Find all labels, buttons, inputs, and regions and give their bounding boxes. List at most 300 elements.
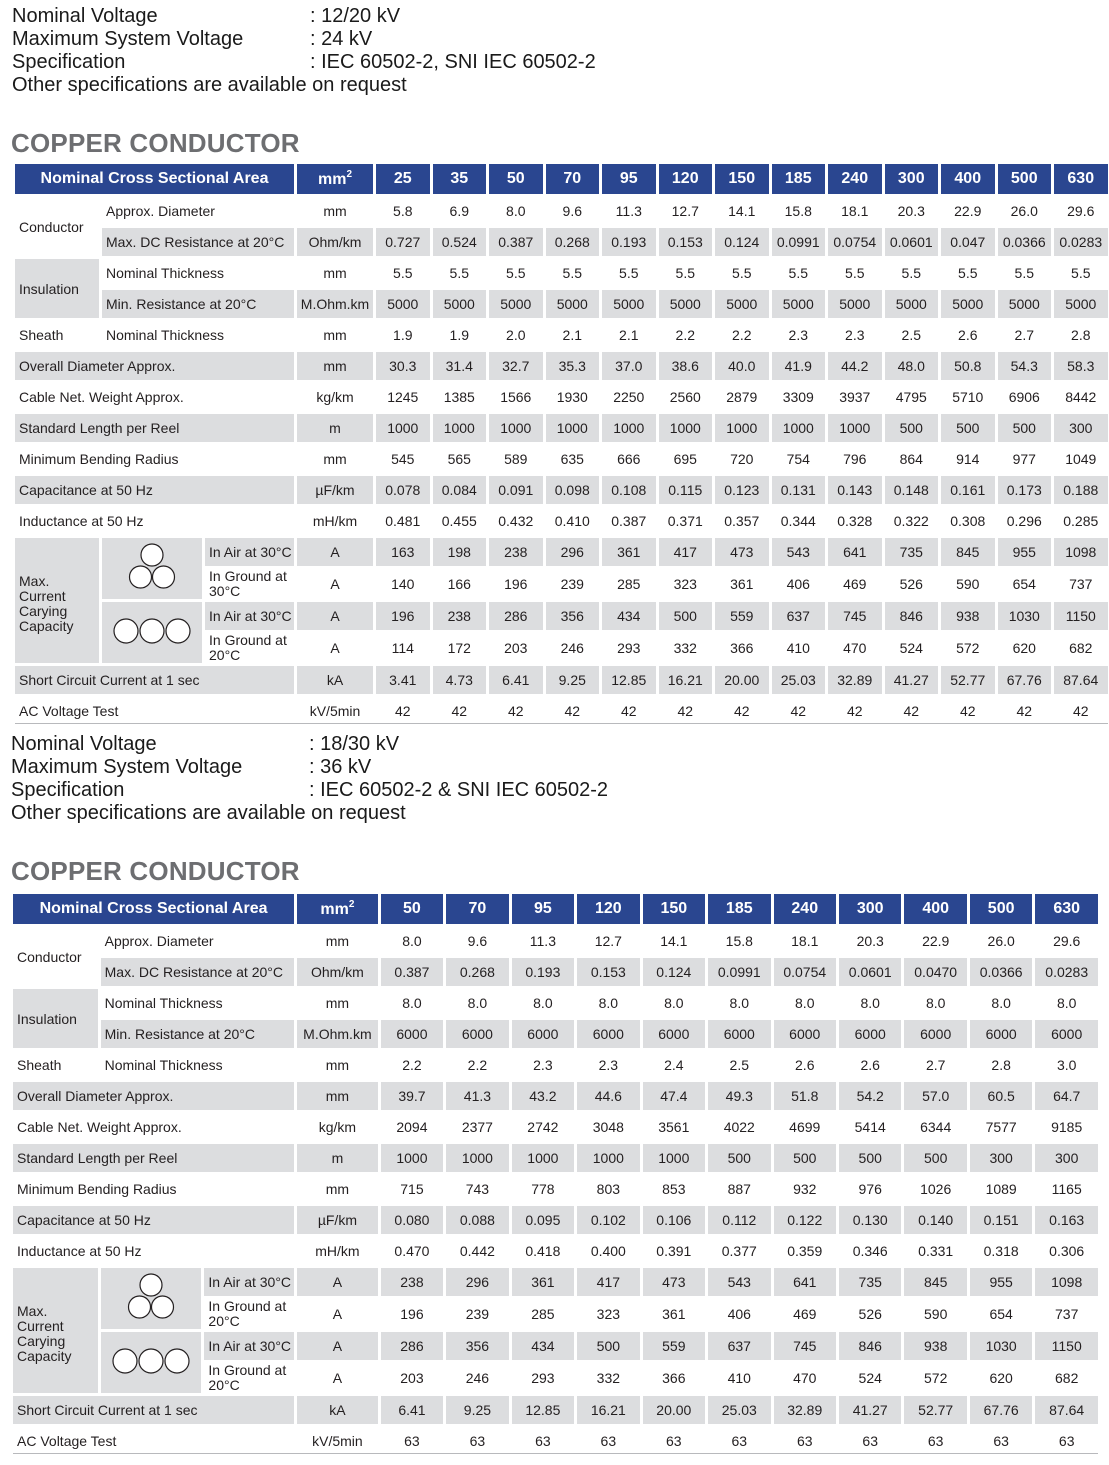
- table-row: [13, 1237, 1098, 1265]
- table-bottom-rule: [13, 1453, 1098, 1454]
- value-cell: 0.285: [1063, 513, 1099, 529]
- value-cell: 5414: [854, 1119, 886, 1135]
- row-label: In Air at 30°C: [204, 1332, 294, 1360]
- value-cell: 296: [546, 538, 600, 566]
- value-cell: 0.148: [885, 476, 939, 504]
- spec-label: Maximum System Voltage: [11, 756, 243, 778]
- spec-value: : 18/30 kV: [309, 733, 400, 755]
- value-cell: 500: [885, 414, 939, 442]
- value-cell: 0.102: [577, 1206, 639, 1234]
- value-cell: 526: [858, 1306, 882, 1322]
- value-cell: 8442: [1065, 389, 1097, 405]
- value-cell: 41.27: [839, 1396, 901, 1424]
- value-cell: 0.268: [446, 958, 508, 986]
- value-cell: 0.140: [904, 1206, 966, 1234]
- value-cell: 0.359: [787, 1243, 823, 1259]
- value-cell: 5.5: [449, 265, 469, 281]
- row-label: AC Voltage Test: [17, 1433, 117, 1449]
- value-cell: 2.8: [991, 1057, 1011, 1073]
- value-cell: 1089: [985, 1181, 1017, 1197]
- value-cell: 52.77: [904, 1396, 966, 1424]
- row-unit: M.Ohm.km: [297, 290, 373, 318]
- header-row: [15, 164, 1108, 194]
- size-header: 185: [772, 164, 826, 194]
- row-unit: mm: [323, 265, 347, 281]
- value-cell: 2.2: [732, 327, 752, 343]
- value-cell: 417: [577, 1268, 639, 1296]
- value-cell: 0.098: [546, 476, 600, 504]
- value-cell: 473: [715, 538, 769, 566]
- size-header: 150: [643, 894, 705, 924]
- value-cell: 641: [774, 1268, 836, 1296]
- table-row: [13, 1051, 1098, 1079]
- value-cell: 6.9: [449, 203, 469, 219]
- value-cell: 417: [659, 538, 713, 566]
- value-cell: 0.130: [839, 1206, 901, 1234]
- value-cell: 524: [899, 640, 923, 656]
- value-cell: 803: [596, 1181, 621, 1197]
- value-cell: 12.7: [671, 203, 699, 219]
- value-cell: 246: [560, 640, 584, 656]
- value-cell: 6000: [512, 1020, 574, 1048]
- value-cell: 5.5: [1071, 265, 1091, 281]
- value-cell: 300: [1035, 1144, 1098, 1172]
- value-cell: 0.318: [983, 1243, 1019, 1259]
- value-cell: 3309: [782, 389, 814, 405]
- value-cell: 0.193: [602, 228, 656, 256]
- value-cell: 796: [843, 451, 867, 467]
- value-cell: 0.108: [602, 476, 656, 504]
- value-cell: 637: [772, 602, 826, 630]
- value-cell: 5.5: [1014, 265, 1034, 281]
- value-cell: 406: [727, 1306, 751, 1322]
- value-cell: 1026: [920, 1181, 952, 1197]
- value-cell: 0.163: [1035, 1206, 1098, 1234]
- value-cell: 18.1: [791, 933, 819, 949]
- spec-value: : 24 kV: [310, 28, 373, 50]
- row-unit: A: [330, 576, 340, 592]
- value-cell: 42: [564, 703, 581, 719]
- value-cell: 2.7: [1014, 327, 1034, 343]
- value-cell: 15.8: [725, 933, 753, 949]
- value-cell: 5000: [941, 290, 995, 318]
- group-label: Sheath: [17, 1057, 62, 1073]
- table-row: [13, 1268, 1098, 1296]
- value-cell: 5000: [828, 290, 882, 318]
- value-cell: 0.173: [998, 476, 1052, 504]
- value-cell: 1000: [659, 414, 713, 442]
- table-row: [13, 1396, 1098, 1424]
- value-cell: 620: [1012, 640, 1036, 656]
- value-cell: 8.0: [598, 995, 619, 1011]
- table-row: [15, 414, 1108, 442]
- value-cell: 0.0283: [1035, 958, 1098, 986]
- value-cell: 0.410: [554, 513, 590, 529]
- value-cell: 8.0: [795, 995, 815, 1011]
- value-cell: 29.6: [1067, 203, 1095, 219]
- value-cell: 42: [677, 703, 694, 719]
- value-cell: 695: [673, 451, 697, 467]
- group-label: Insulation: [13, 989, 98, 1048]
- value-cell: 1.9: [393, 327, 413, 343]
- value-cell: 361: [662, 1306, 686, 1322]
- row-unit: kg/km: [318, 1119, 357, 1135]
- value-cell: 8.0: [860, 995, 880, 1011]
- value-cell: 0.418: [525, 1243, 561, 1259]
- value-cell: 5000: [1054, 290, 1108, 318]
- row-label: Nominal Thickness: [106, 265, 225, 281]
- value-cell: 5.5: [562, 265, 582, 281]
- value-cell: 8.0: [402, 995, 422, 1011]
- table-row: [15, 290, 1108, 318]
- size-header: 50: [489, 164, 543, 194]
- value-cell: 559: [643, 1332, 705, 1360]
- table-row: [15, 602, 1108, 630]
- row-label: Nominal Thickness: [104, 1057, 223, 1073]
- value-cell: 2879: [726, 389, 758, 405]
- value-cell: 246: [465, 1370, 490, 1386]
- value-cell: 434: [602, 602, 656, 630]
- value-cell: 87.64: [1054, 666, 1108, 694]
- table-row: [15, 507, 1108, 535]
- row-unit: A: [297, 538, 373, 566]
- row-unit: Ohm/km: [297, 958, 378, 986]
- table-row: [13, 927, 1098, 955]
- value-cell: 67.76: [970, 1396, 1032, 1424]
- value-cell: 2.1: [619, 327, 639, 343]
- value-cell: 955: [998, 538, 1052, 566]
- row-label: In Air at 30°C: [204, 1268, 294, 1296]
- value-cell: 590: [956, 576, 980, 592]
- table-row: [13, 1206, 1098, 1234]
- value-cell: 3937: [839, 389, 871, 405]
- value-cell: 1000: [433, 414, 487, 442]
- section-title: COPPER CONDUCTOR: [11, 128, 300, 158]
- group-label: Conductor: [17, 948, 82, 965]
- value-cell: 172: [447, 640, 471, 656]
- row-unit: A: [332, 1370, 343, 1386]
- table-row: [15, 476, 1108, 504]
- table-row: [15, 321, 1108, 349]
- flat-formation-cable-icon: [101, 1332, 202, 1393]
- value-cell: 846: [839, 1332, 901, 1360]
- header-label: Nominal Cross Sectional Area: [15, 164, 294, 194]
- value-cell: 1000: [577, 1144, 639, 1172]
- row-label: Overall Diameter Approx.: [15, 352, 294, 380]
- value-cell: 5.5: [675, 265, 695, 281]
- value-cell: 955: [970, 1268, 1032, 1296]
- value-cell: 0.095: [512, 1206, 574, 1234]
- value-cell: 60.5: [970, 1082, 1032, 1110]
- table-row: [15, 228, 1108, 256]
- value-cell: 47.4: [643, 1082, 705, 1110]
- row-label: Short Circuit Current at 1 sec: [13, 1396, 294, 1424]
- value-cell: 2.3: [788, 327, 808, 343]
- value-cell: 58.3: [1054, 352, 1108, 380]
- table-row: [15, 259, 1108, 287]
- row-label: In Ground at 20°C: [208, 1298, 287, 1329]
- row-unit: m: [297, 414, 373, 442]
- value-cell: 654: [1012, 576, 1036, 592]
- value-cell: 6000: [446, 1020, 508, 1048]
- value-cell: 682: [1069, 640, 1093, 656]
- value-cell: 0.346: [852, 1243, 888, 1259]
- value-cell: 2742: [527, 1119, 559, 1135]
- header-unit: $mm^2$: [297, 164, 373, 194]
- value-cell: 1930: [556, 389, 588, 405]
- value-cell: 286: [381, 1332, 443, 1360]
- table-row: [15, 383, 1108, 411]
- value-cell: 356: [546, 602, 600, 630]
- value-cell: 30.3: [376, 352, 430, 380]
- value-cell: 300: [970, 1144, 1032, 1172]
- table-row: [13, 1175, 1098, 1203]
- value-cell: 6.41: [489, 666, 543, 694]
- value-cell: 6000: [381, 1020, 443, 1048]
- row-label: Inductance at 50 Hz: [17, 1243, 142, 1259]
- value-cell: 356: [446, 1332, 508, 1360]
- row-label: Standard Length per Reel: [13, 1144, 294, 1172]
- spec-block-1: [12, 5, 596, 97]
- value-cell: 44.6: [577, 1082, 639, 1110]
- row-label: Cable Net. Weight Approx.: [19, 389, 184, 405]
- value-cell: 9.25: [546, 666, 600, 694]
- value-cell: 286: [489, 602, 543, 630]
- row-unit: M.Ohm.km: [297, 1020, 378, 1048]
- value-cell: 300: [1054, 414, 1108, 442]
- value-cell: 0.0991: [772, 228, 826, 256]
- value-cell: 0.322: [893, 513, 929, 529]
- value-cell: 0.088: [446, 1206, 508, 1234]
- row-unit: A: [332, 1306, 343, 1322]
- value-cell: 5000: [489, 290, 543, 318]
- spec-row: [12, 28, 596, 51]
- row-unit: kg/km: [316, 389, 354, 405]
- value-cell: 0.0366: [970, 958, 1032, 986]
- value-cell: 5000: [602, 290, 656, 318]
- value-cell: 5000: [376, 290, 430, 318]
- value-cell: 323: [596, 1306, 621, 1322]
- value-cell: 1098: [1035, 1268, 1098, 1296]
- value-cell: 0.387: [611, 513, 647, 529]
- row-unit: mm: [323, 451, 347, 467]
- value-cell: 239: [560, 576, 584, 592]
- value-cell: 500: [998, 414, 1052, 442]
- value-cell: 2.5: [729, 1057, 750, 1073]
- value-cell: 0.106: [643, 1206, 705, 1234]
- value-cell: 8.0: [991, 995, 1011, 1011]
- value-cell: 5.5: [732, 265, 752, 281]
- value-cell: 0.112: [708, 1206, 770, 1234]
- value-cell: 1030: [970, 1332, 1032, 1360]
- value-cell: 20.00: [715, 666, 769, 694]
- value-cell: 32.89: [828, 666, 882, 694]
- value-cell: 565: [447, 451, 471, 467]
- value-cell: 203: [400, 1370, 424, 1386]
- size-header: 300: [885, 164, 939, 194]
- value-cell: 0.357: [724, 513, 760, 529]
- value-cell: 559: [715, 602, 769, 630]
- value-cell: 5710: [952, 389, 984, 405]
- row-unit: Ohm/km: [297, 228, 373, 256]
- value-cell: 6000: [839, 1020, 901, 1048]
- size-header: 630: [1035, 894, 1098, 924]
- value-cell: 63: [1058, 1433, 1075, 1449]
- value-cell: 42: [903, 703, 920, 719]
- spec-row: [12, 51, 596, 74]
- value-cell: 720: [730, 451, 754, 467]
- size-header: 240: [828, 164, 882, 194]
- row-unit: kV/5min: [312, 1433, 363, 1449]
- value-cell: 9185: [1051, 1119, 1083, 1135]
- value-cell: 526: [899, 576, 923, 592]
- size-header: 120: [659, 164, 713, 194]
- row-unit: mm: [297, 1082, 378, 1110]
- value-cell: 51.8: [774, 1082, 836, 1110]
- row-label: Min. Resistance at 20°C: [101, 1020, 294, 1048]
- row-unit: mm: [325, 1181, 350, 1197]
- value-cell: 735: [839, 1268, 901, 1296]
- value-cell: 5000: [772, 290, 826, 318]
- spec-block-2: [11, 733, 608, 825]
- value-cell: 7577: [985, 1119, 1017, 1135]
- value-cell: 203: [504, 640, 528, 656]
- spec-value: : IEC 60502-2 & SNI IEC 60502-2: [309, 779, 609, 801]
- value-cell: 38.6: [659, 352, 713, 380]
- group-label: Insulation: [15, 259, 99, 318]
- value-cell: 0.0991: [708, 958, 770, 986]
- value-cell: 5.5: [393, 265, 413, 281]
- value-cell: 0.153: [577, 958, 639, 986]
- value-cell: 366: [662, 1370, 686, 1386]
- value-cell: 1000: [643, 1144, 705, 1172]
- value-cell: 0.123: [715, 476, 769, 504]
- value-cell: 8.0: [533, 995, 553, 1011]
- group-label: Max. Current Carying Capacity: [13, 1268, 98, 1393]
- table-row: [13, 1082, 1098, 1110]
- table-row: [13, 1113, 1098, 1141]
- spec-value: : IEC 60502-2, SNI IEC 60502-2: [310, 51, 596, 73]
- value-cell: 0.193: [512, 958, 574, 986]
- value-cell: 238: [381, 1268, 443, 1296]
- value-cell: 3048: [592, 1119, 624, 1135]
- row-unit: A: [297, 1332, 378, 1360]
- value-cell: 8.0: [467, 995, 488, 1011]
- value-cell: 2560: [669, 389, 701, 405]
- value-cell: 63: [600, 1433, 617, 1449]
- value-cell: 42: [394, 703, 411, 719]
- value-cell: 25.03: [772, 666, 826, 694]
- value-cell: 637: [708, 1332, 770, 1360]
- value-cell: 48.0: [885, 352, 939, 380]
- row-unit: kV/5min: [309, 703, 361, 719]
- value-cell: 361: [730, 576, 754, 592]
- value-cell: 16.21: [577, 1396, 639, 1424]
- row-unit: mm: [325, 1057, 350, 1073]
- table-row: [13, 1332, 1098, 1360]
- value-cell: 63: [796, 1433, 813, 1449]
- row-label: Inductance at 50 Hz: [19, 513, 144, 529]
- value-cell: 2.1: [562, 327, 582, 343]
- value-cell: 0.268: [546, 228, 600, 256]
- value-cell: 196: [400, 1306, 424, 1322]
- value-cell: 976: [858, 1181, 882, 1197]
- value-cell: 500: [941, 414, 995, 442]
- value-cell: 40.0: [715, 352, 769, 380]
- value-cell: 0.153: [659, 228, 713, 256]
- section-title: COPPER CONDUCTOR: [11, 856, 300, 886]
- row-label: In Ground at 20°C: [208, 1362, 287, 1393]
- value-cell: 6000: [643, 1020, 705, 1048]
- value-cell: 8.0: [925, 995, 946, 1011]
- value-cell: 500: [839, 1144, 901, 1172]
- trefoil-cable-icon: [101, 1268, 202, 1329]
- value-cell: 35.3: [546, 352, 600, 380]
- size-header: 120: [577, 894, 639, 924]
- size-header: 240: [774, 894, 836, 924]
- value-cell: 3561: [658, 1119, 690, 1135]
- size-header: 70: [446, 894, 508, 924]
- value-cell: 5.5: [845, 265, 865, 281]
- value-cell: 366: [730, 640, 754, 656]
- value-cell: 0.151: [970, 1206, 1032, 1234]
- table-row: [13, 989, 1098, 1017]
- value-cell: 743: [465, 1181, 490, 1197]
- size-header: 50: [381, 894, 443, 924]
- value-cell: 666: [617, 451, 641, 467]
- value-cell: 54.2: [839, 1082, 901, 1110]
- value-cell: 1000: [602, 414, 656, 442]
- value-cell: 0.470: [394, 1243, 430, 1259]
- value-cell: 50.8: [941, 352, 995, 380]
- value-cell: 44.2: [828, 352, 882, 380]
- value-cell: 410: [727, 1370, 751, 1386]
- value-cell: 285: [617, 576, 641, 592]
- value-cell: 572: [924, 1370, 948, 1386]
- row-label: Short Circuit Current at 1 sec: [15, 666, 294, 694]
- value-cell: 361: [512, 1268, 574, 1296]
- value-cell: 57.0: [904, 1082, 966, 1110]
- value-cell: 1000: [715, 414, 769, 442]
- value-cell: 5000: [885, 290, 939, 318]
- value-cell: 8.0: [506, 203, 526, 219]
- value-cell: 63: [666, 1433, 682, 1449]
- row-label: In Ground at 20°C: [209, 632, 287, 663]
- row-label: Capacitance at 50 Hz: [13, 1206, 294, 1234]
- value-cell: 5000: [546, 290, 600, 318]
- value-cell: 63: [993, 1433, 1009, 1449]
- value-cell: 1049: [1065, 451, 1097, 467]
- value-cell: 42: [1072, 703, 1089, 719]
- value-cell: 8.0: [402, 933, 422, 949]
- value-cell: 500: [659, 602, 713, 630]
- value-cell: 0.306: [1049, 1243, 1085, 1259]
- value-cell: 0.0470: [904, 958, 966, 986]
- value-cell: 0.084: [433, 476, 487, 504]
- value-cell: 41.3: [446, 1082, 508, 1110]
- value-cell: 5000: [715, 290, 769, 318]
- value-cell: 1000: [376, 414, 430, 442]
- value-cell: 0.0283: [1054, 228, 1108, 256]
- value-cell: 63: [731, 1433, 748, 1449]
- value-cell: 590: [924, 1306, 948, 1322]
- value-cell: 49.3: [708, 1082, 770, 1110]
- table-row: [13, 958, 1098, 986]
- value-cell: 42: [1016, 703, 1033, 719]
- value-cell: 500: [708, 1144, 770, 1172]
- value-cell: 37.0: [602, 352, 656, 380]
- value-cell: 22.9: [922, 933, 950, 949]
